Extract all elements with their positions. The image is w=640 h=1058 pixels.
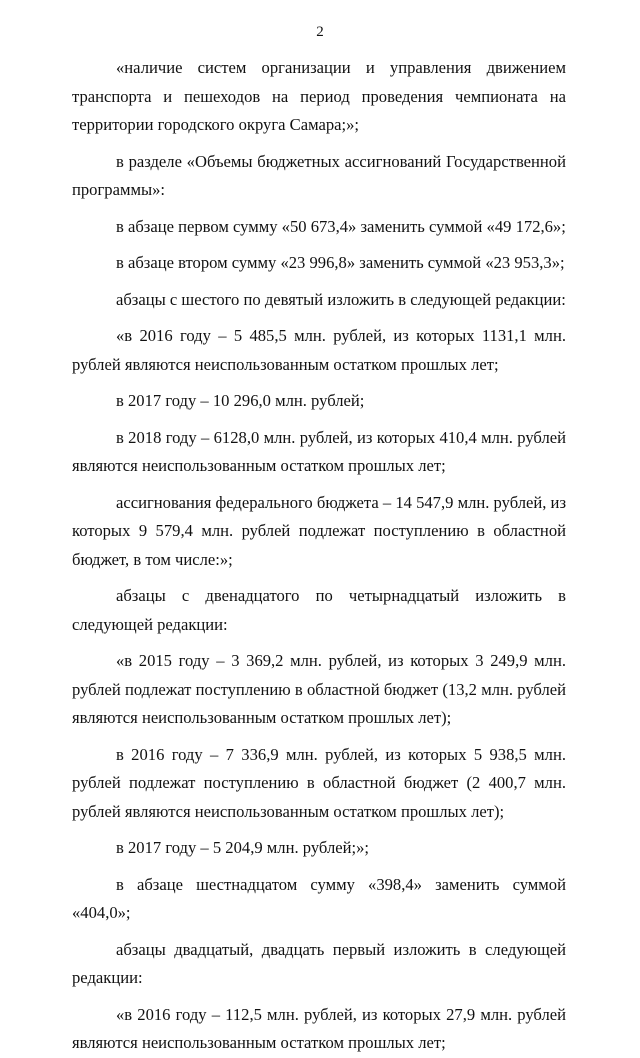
paragraph-2: в разделе «Объемы бюджетных ассигнований Государственной программы»: — [72, 151, 566, 199]
paragraph-6: «в 2016 году – 5 485,5 млн. рублей, из которых 1131,1 млн. рублей являются неиспользованным остатком прошлых лет; — [72, 326, 566, 374]
paragraph-10: абзацы с двенадцатого по четырнадцатый изложить в следующей редакции: — [72, 586, 566, 634]
paragraph-9: ассигнования федерального бюджета – 14 547,9 млн. рублей, из которых 9 579,4 млн. рублей подлежат поступлению в областной бюджет, в том числе:»; — [72, 492, 566, 569]
paragraph-14: в абзаце шестнадцатом сумму «398,4» заменить суммой «404,0»; — [72, 874, 566, 922]
paragraph-4: в абзаце втором сумму «23 996,8» заменить суммой «23 953,3»; — [116, 253, 565, 272]
paragraph-8: в 2018 году – 6128,0 млн. рублей, из которых 410,4 млн. рублей являются неиспользованным остатком прошлых лет; — [72, 427, 566, 475]
page-number: 2 — [316, 24, 324, 40]
paragraph-15: абзацы двадцатый, двадцать первый изложить в следующей редакции: — [72, 939, 566, 987]
paragraph-11: «в 2015 году – 3 369,2 млн. рублей, из которых 3 249,9 млн. рублей подлежат поступлению в областной бюджет (13,2 млн. рублей являются неиспользованным остатком прошлых лет); — [72, 651, 566, 727]
paragraph-5: абзацы с шестого по девятый изложить в следующей редакции: — [116, 289, 566, 309]
paragraph-7: в 2017 году – 10 296,0 млн. рублей; — [116, 391, 365, 410]
paragraph-1: «наличие систем организации и управления движением транспорта и пешеходов на период проведения чемпионата на территории городского округа Самара;»; — [72, 58, 566, 134]
paragraph-13: в 2017 году – 5 204,9 млн. рублей;»; — [116, 838, 369, 857]
paragraph-16: «в 2016 году – 112,5 млн. рублей, из которых 27,9 млн. рублей являются неиспользованным остатком прошлых лет; — [72, 1004, 566, 1052]
paragraph-3: в абзаце первом сумму «50 673,4» заменить суммой «49 172,6»; — [116, 216, 566, 236]
document-body — [72, 54, 566, 1058]
paragraph-12: в 2016 году – 7 336,9 млн. рублей, из которых 5 938,5 млн. рублей подлежат поступлению в областной бюджет (2 400,7 млн. рублей являются неиспользованным остатком прошлых лет); — [72, 744, 566, 821]
